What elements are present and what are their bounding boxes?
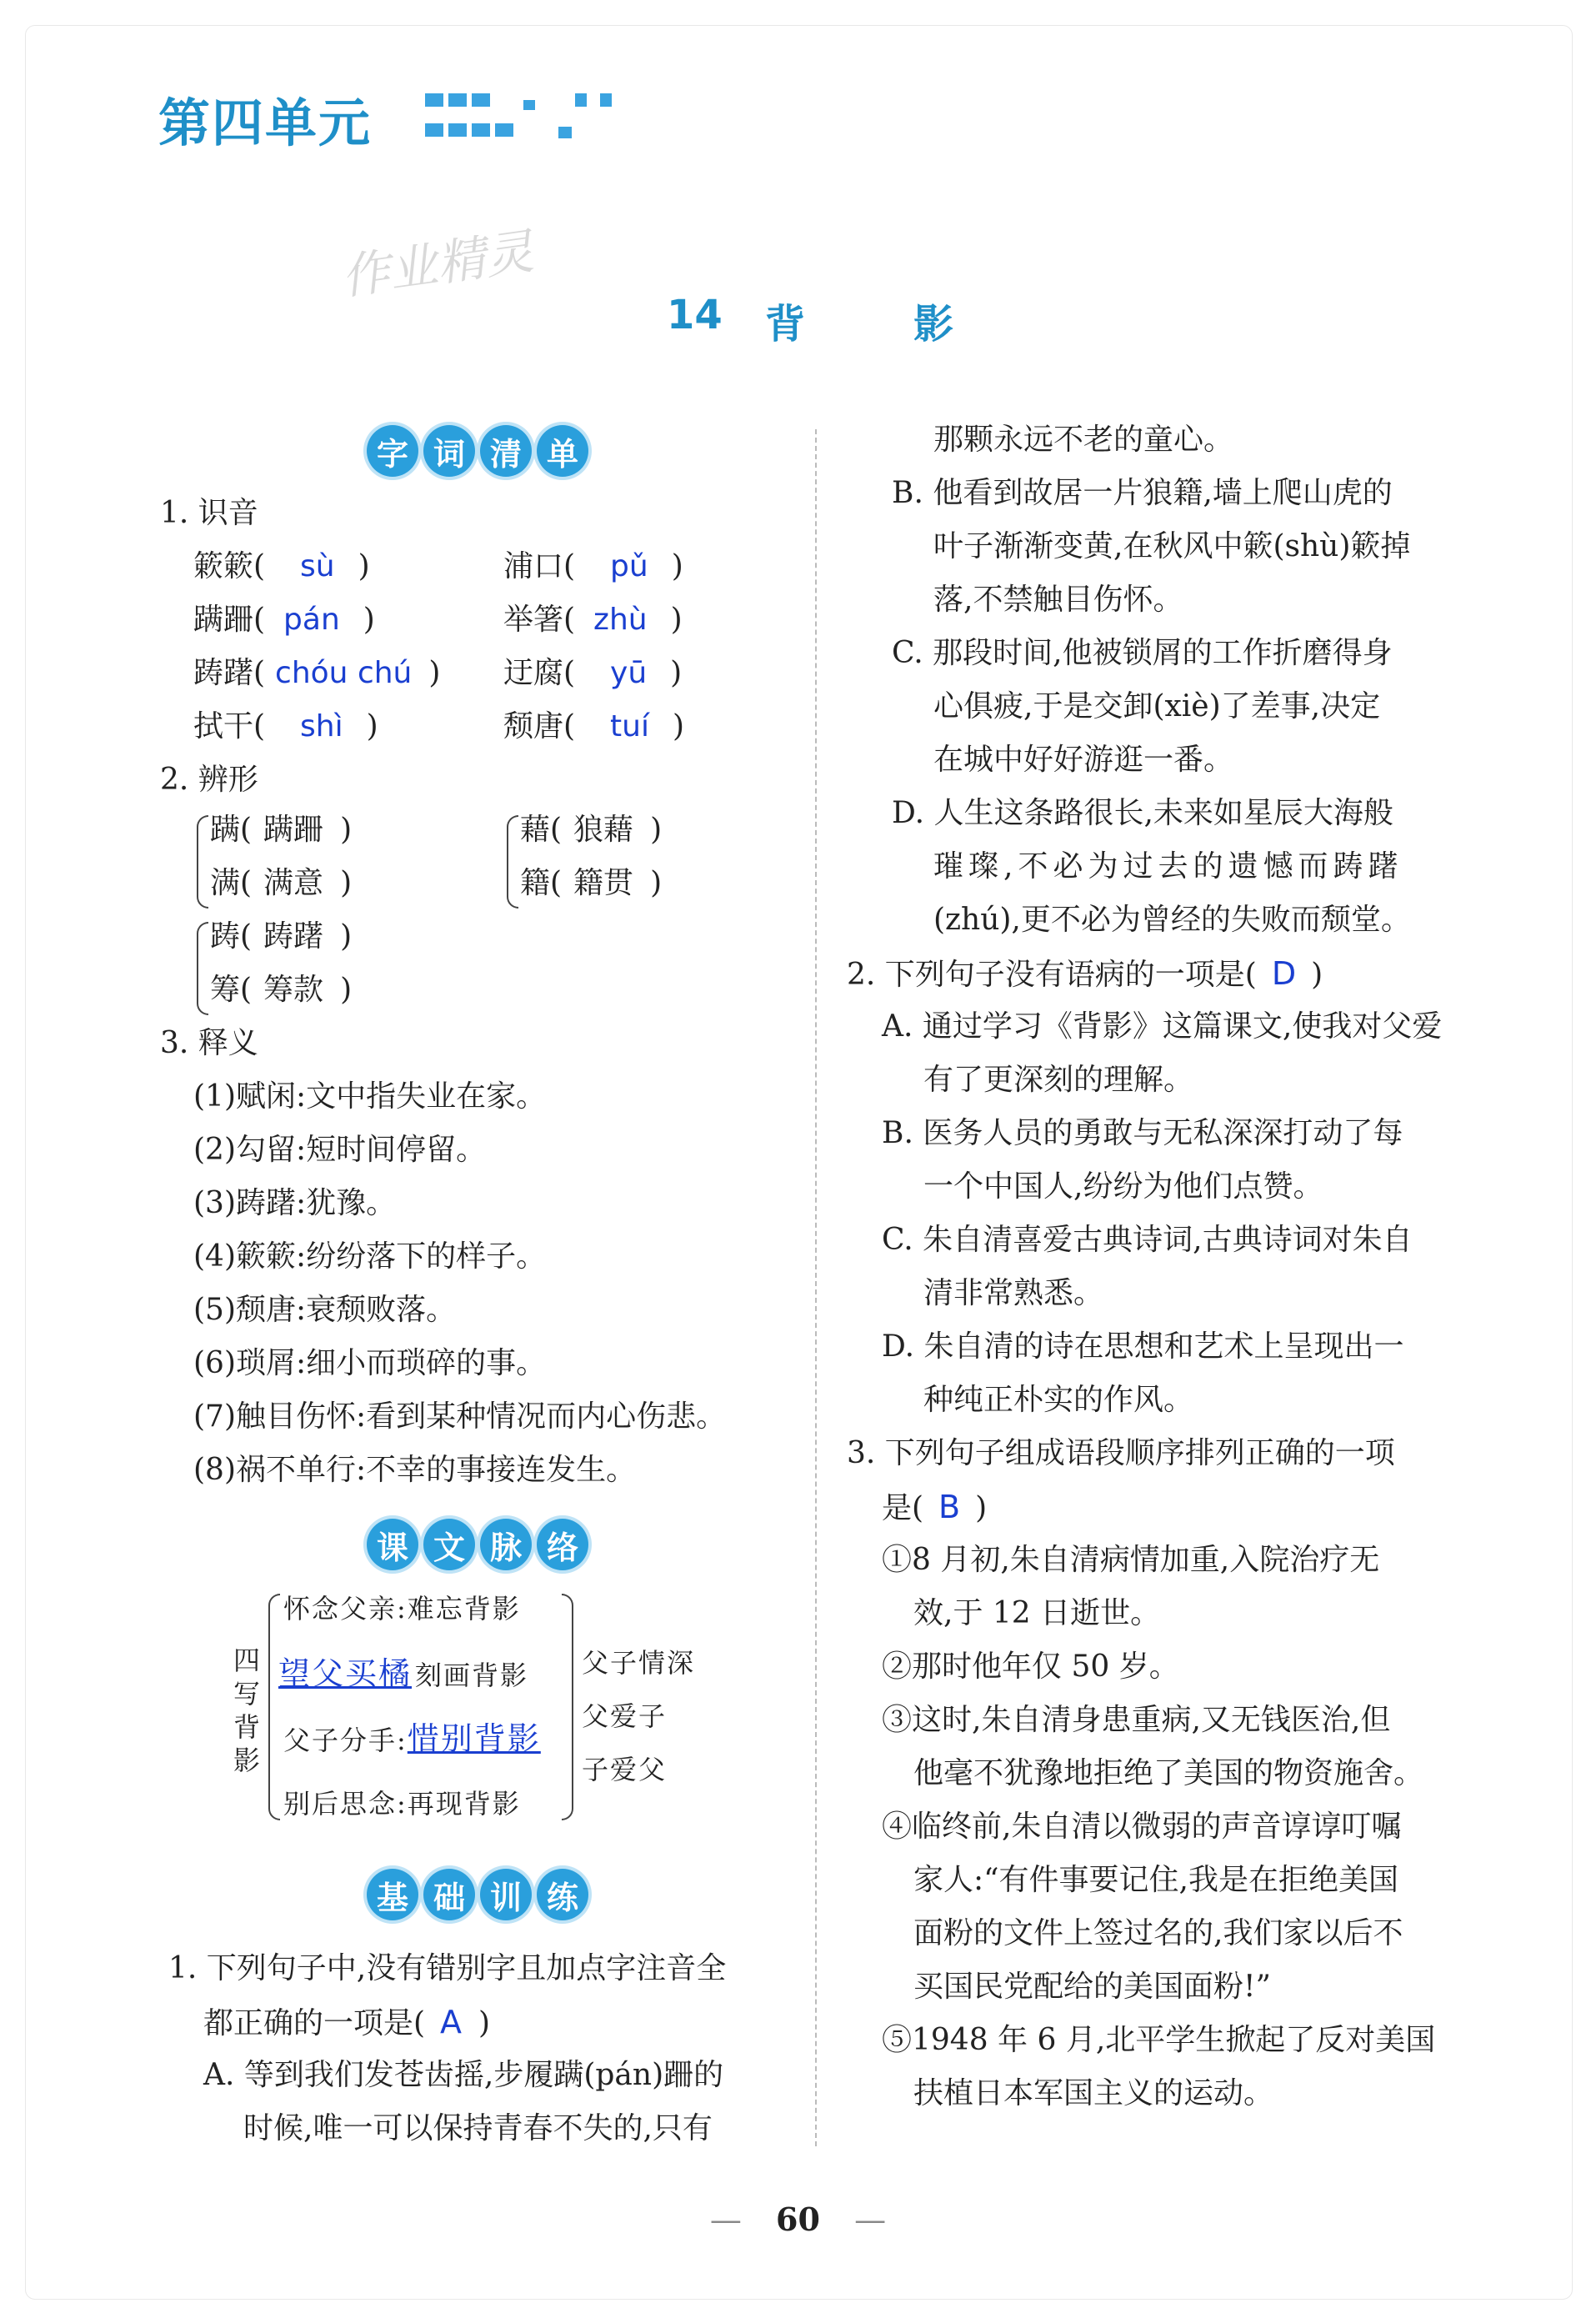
heading-meaning: 3. 释义 [160,1026,258,1060]
pron-item: 颓唐( tuí ) [503,709,685,743]
badge-char: 课 [367,1519,418,1570]
unit-title: 第四单元 [158,93,373,153]
shape-item: 籍( 籍贯 ) [520,866,663,900]
badge-char: 络 [537,1519,588,1570]
outline-right-label: 父爱子 [582,1700,668,1732]
handwritten-answer: A [440,2004,463,2040]
badge-char: 训 [480,1869,532,1920]
section-badge-vocab-list [367,425,588,477]
pron-item: 蹒跚( pán ) [193,603,375,637]
outline-right-label: 子爱父 [582,1754,668,1785]
question-2-stem: 2. 下列句子没有语病的一项是( D ) [847,955,1323,992]
meaning-item: (2)勾留:短时间停留。 [193,1133,487,1167]
option-line: C. 朱自清喜爱古典诗词,古典诗词对朱自 [882,1223,1413,1257]
shape-item: 筹( 筹款 ) [210,973,353,1007]
text-line: 那颗永远不老的童心。 [933,423,1234,457]
meaning-item: (1)赋闲:文中指失业在家。 [193,1079,547,1114]
outline-left-brace [268,1594,280,1820]
badge-char: 单 [537,425,588,477]
option-line: B. 医务人员的勇敢与无私深深打动了每 [882,1116,1403,1150]
heading-pronunciation: 1. 识音 [160,496,258,530]
text-line: 清非常熟悉。 [923,1276,1104,1310]
text-line: 璀璨,不必为过去的遗憾而踌躇 [933,849,1403,884]
question-3-stem: 3. 下列句子组成语段顺序排列正确的一项 [847,1436,1395,1470]
text-line: 面粉的文件上签过名的,我们家以后不 [913,1916,1403,1950]
text-line: 在城中好好游逛一番。 [933,743,1234,777]
sentence-line: ③这时,朱自清身患重病,又无钱医治,但 [882,1703,1391,1737]
option-line: D. 朱自清的诗在思想和艺术上呈现出一 [882,1329,1404,1364]
text-line: 买国民党配给的美国面粉!” [913,1970,1271,2004]
pron-item: 簌簌( sù ) [193,549,370,583]
meaning-item: (6)琐屑:细小而琐碎的事。 [193,1346,547,1380]
lesson-title-char-1: 背 [765,301,806,348]
meaning-item: (3)踌躇:犹豫。 [193,1186,397,1220]
option-line: C. 那段时间,他被锁屑的工作折磨得身 [892,636,1393,670]
sentence-line: ②那时他年仅 50 岁。 [882,1650,1179,1684]
text-line: 有了更深刻的理解。 [923,1063,1194,1097]
outline-left-label: 四 写 背 影 [233,1645,260,1776]
option-line: D. 人生这条路很长,未来如星辰大海般 [892,796,1393,830]
option-line: A. 通过学习《背影》这篇课文,使我对父爱 [882,1009,1443,1044]
column-divider [815,429,817,2146]
handwritten-answer: 惜别背影 [407,1720,541,1757]
sentence-line: ①8 月初,朱自清病情加重,入院治疗无 [882,1543,1380,1577]
badge-char: 脉 [480,1519,532,1570]
badge-char: 础 [423,1869,475,1920]
pron-item: 迂腐( yū ) [503,656,683,690]
handwritten-answer: D [1271,955,1297,992]
question-1-option-a: A. 等到我们发苍齿摇,步履蹒(pán)跚的 [203,2058,724,2092]
text-line: 落,不禁触目伤怀。 [933,583,1183,617]
pron-item: 浦口( pǔ ) [503,549,683,583]
lesson-title-char-2: 影 [913,301,954,348]
question-1-option-a-cont: 时候,唯一可以保持青春不失的,只有 [243,2111,713,2145]
question-3-stem-cont: 是( B ) [882,1489,988,1525]
meaning-item: (5)颓唐:衰颓败落。 [193,1293,457,1327]
pron-item: 举箸( zhù ) [503,603,683,637]
meaning-item: (7)触目伤怀:看到某种情况而内心伤悲。 [193,1399,727,1434]
shape-item: 踌( 踌躇 ) [210,919,353,954]
brace [197,922,208,1015]
text-line: 效,于 12 日逝世。 [913,1596,1161,1630]
outline-right-label: 父子情深 [582,1647,696,1679]
page-dash-right: — [854,2201,887,2238]
shape-item: 满( 满意 ) [210,866,353,900]
page-number: — 60 — [709,2200,887,2238]
outline-diagram [232,1584,732,1834]
badge-char: 文 [423,1519,475,1570]
badge-char: 字 [367,425,418,477]
shape-item: 蹒( 蹒跚 ) [210,813,353,847]
text-line: 叶子渐渐变黄,在秋风中簌(shù)簌掉 [933,529,1411,563]
badge-char: 练 [537,1869,588,1920]
outline-row: 望父买橘 刻画背影 [278,1655,529,1692]
handwritten-answer: 望父买橘 [278,1655,413,1692]
text-line: 心俱疲,于是交卸(xiè)了差事,决定 [933,689,1381,723]
heading-shape: 2. 辨形 [160,763,258,797]
outline-row: 父子分手:惜别背影 [283,1720,541,1757]
option-line: B. 他看到故居一片狼籍,墙上爬山虎的 [892,476,1393,510]
badge-char: 词 [423,425,475,477]
outline-right-brace [562,1594,573,1820]
text-line: 扶植日本军国主义的运动。 [913,2076,1274,2110]
pron-item: 踌躇( chóu chú ) [193,656,441,690]
brace [507,815,518,909]
text-line: (zhú),更不必为曾经的失败而颓堂。 [933,903,1411,937]
section-badge-basic-training [367,1869,588,1920]
lesson-number: 14 [667,292,723,338]
text-line: 种纯正朴实的作风。 [923,1383,1194,1417]
sentence-line: ④临终前,朱自清以微弱的声音谆谆叮嘱 [882,1810,1402,1844]
shape-item: 藉( 狼藉 ) [520,813,663,847]
pron-item: 拭干( shì ) [193,709,378,743]
badge-char: 基 [367,1869,418,1920]
badge-char: 清 [480,425,532,477]
text-line: 他毫不犹豫地拒绝了美国的物资施舍。 [913,1756,1424,1790]
meaning-item: (8)祸不单行:不幸的事接连发生。 [193,1453,637,1487]
page-dash-left: — [709,2201,742,2238]
sentence-line: ⑤1948 年 6 月,北平学生掀起了反对美国 [882,2023,1436,2057]
handwritten-answer: B [938,1489,961,1525]
outline-row: 别后思念:再现背影 [283,1788,521,1820]
brace [197,815,208,909]
meaning-item: (4)簌簌:纷纷落下的样子。 [193,1239,547,1274]
question-1-stem: 1. 下列句子中,没有错别字且加点字注音全 [168,1951,727,1985]
watermark: 作业精灵 [338,223,538,306]
outline-row: 怀念父亲:难忘背影 [283,1593,521,1625]
question-1-stem-cont: 都正确的一项是( A ) [203,2004,491,2040]
text-line: 家人:“有件事要记住,我是在拒绝美国 [913,1863,1398,1897]
section-badge-text-outline [367,1519,588,1570]
decorative-squares [425,93,625,152]
text-line: 一个中国人,纷纷为他们点赞。 [923,1169,1323,1204]
